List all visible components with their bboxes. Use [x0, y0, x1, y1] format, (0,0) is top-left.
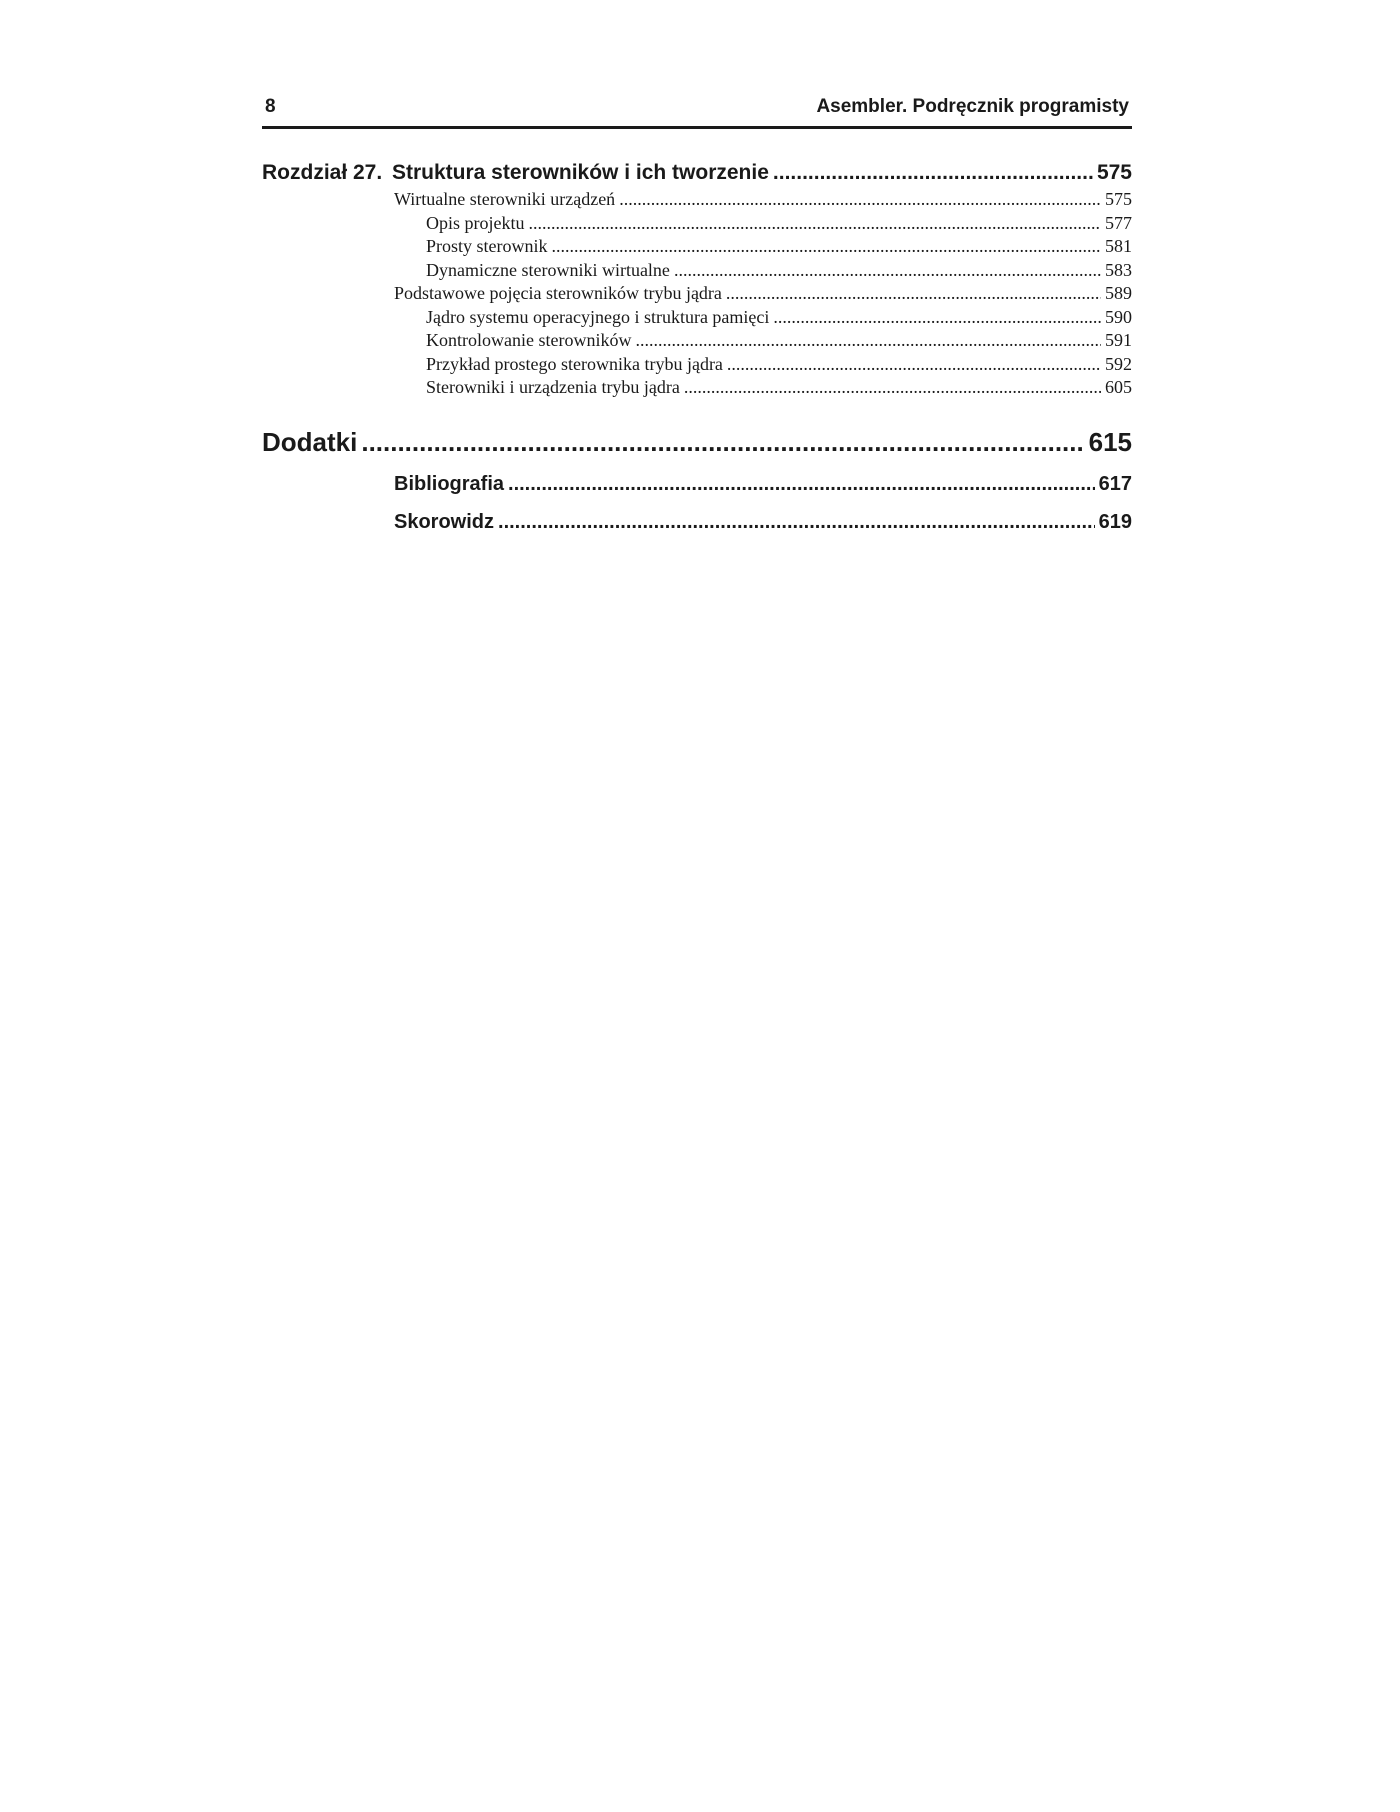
toc-entry-page: 577 [1105, 212, 1132, 233]
chapter-title: Struktura sterowników i ich tworzenie [392, 161, 769, 184]
toc-entry[interactable] [426, 235, 1132, 259]
leader-dots [773, 306, 1101, 330]
chapter-label: Rozdział 27. [262, 161, 383, 184]
leader-dots [619, 188, 1101, 212]
toc-entry[interactable] [426, 353, 1132, 377]
appendix-page: 617 [1098, 472, 1132, 495]
toc-appendix-bibliografia[interactable] [394, 468, 1132, 500]
table-of-contents [262, 158, 1132, 538]
toc-entry-title: Przykład prostego sterownika trybu jądra [426, 353, 723, 374]
toc-entry-page: 592 [1105, 353, 1132, 374]
leader-dots [552, 235, 1102, 259]
leader-dots [361, 422, 1084, 462]
leader-dots [727, 353, 1101, 377]
leader-dots [635, 329, 1101, 353]
toc-entry[interactable] [426, 306, 1132, 330]
toc-entry-page: 591 [1105, 330, 1132, 350]
toc-entry-page: 581 [1105, 236, 1132, 256]
appendix-title: Bibliografia [394, 472, 505, 495]
toc-appendix-skorowidz[interactable] [394, 506, 1132, 538]
toc-entry-title: Podstawowe pojęcia sterowników trybu jądra [394, 283, 722, 303]
toc-part-dodatki[interactable] [262, 422, 1132, 462]
leader-dots [498, 506, 1095, 538]
toc-entry[interactable] [394, 188, 1132, 212]
appendix-page: 619 [1098, 510, 1132, 533]
chapter-page: 575 [1096, 161, 1132, 184]
toc-entry-title: Opis projektu [426, 212, 525, 233]
part-page: 615 [1088, 426, 1132, 457]
toc-entry-page: 583 [1105, 259, 1132, 280]
toc-entry[interactable] [426, 212, 1132, 236]
toc-entry-title: Dynamiczne sterowniki wirtualne [426, 259, 670, 280]
book-title: Asembler. Podręcznik programisty [816, 96, 1129, 117]
leader-dots [726, 282, 1101, 306]
leader-dots [674, 259, 1101, 283]
toc-chapter-27[interactable] [262, 158, 1132, 188]
toc-entry-page: 589 [1105, 283, 1132, 303]
leader-dots [773, 158, 1093, 188]
toc-entry-page: 605 [1105, 377, 1132, 397]
part-title: Dodatki [262, 426, 358, 457]
leader-dots [529, 212, 1102, 236]
toc-entry-page: 575 [1105, 189, 1132, 209]
toc-entry-page: 590 [1105, 306, 1132, 327]
toc-entry-title: Kontrolowanie sterowników [426, 330, 632, 350]
toc-entry-title: Sterowniki i urządzenia trybu jądra [426, 377, 680, 397]
page-number: 8 [265, 96, 276, 117]
toc-entry[interactable] [426, 329, 1132, 353]
leader-dots [684, 376, 1101, 400]
appendix-title: Skorowidz [394, 510, 495, 533]
toc-entry[interactable] [426, 259, 1132, 283]
toc-entry-title: Wirtualne sterowniki urządzeń [394, 189, 616, 209]
toc-entry[interactable] [426, 376, 1132, 400]
toc-entry-title: Jądro systemu operacyjnego i struktura pamięci [426, 306, 770, 327]
leader-dots [508, 468, 1095, 500]
toc-entry-title: Prosty sterownik [426, 236, 548, 256]
toc-entry[interactable] [394, 282, 1132, 306]
running-header [262, 96, 1132, 129]
